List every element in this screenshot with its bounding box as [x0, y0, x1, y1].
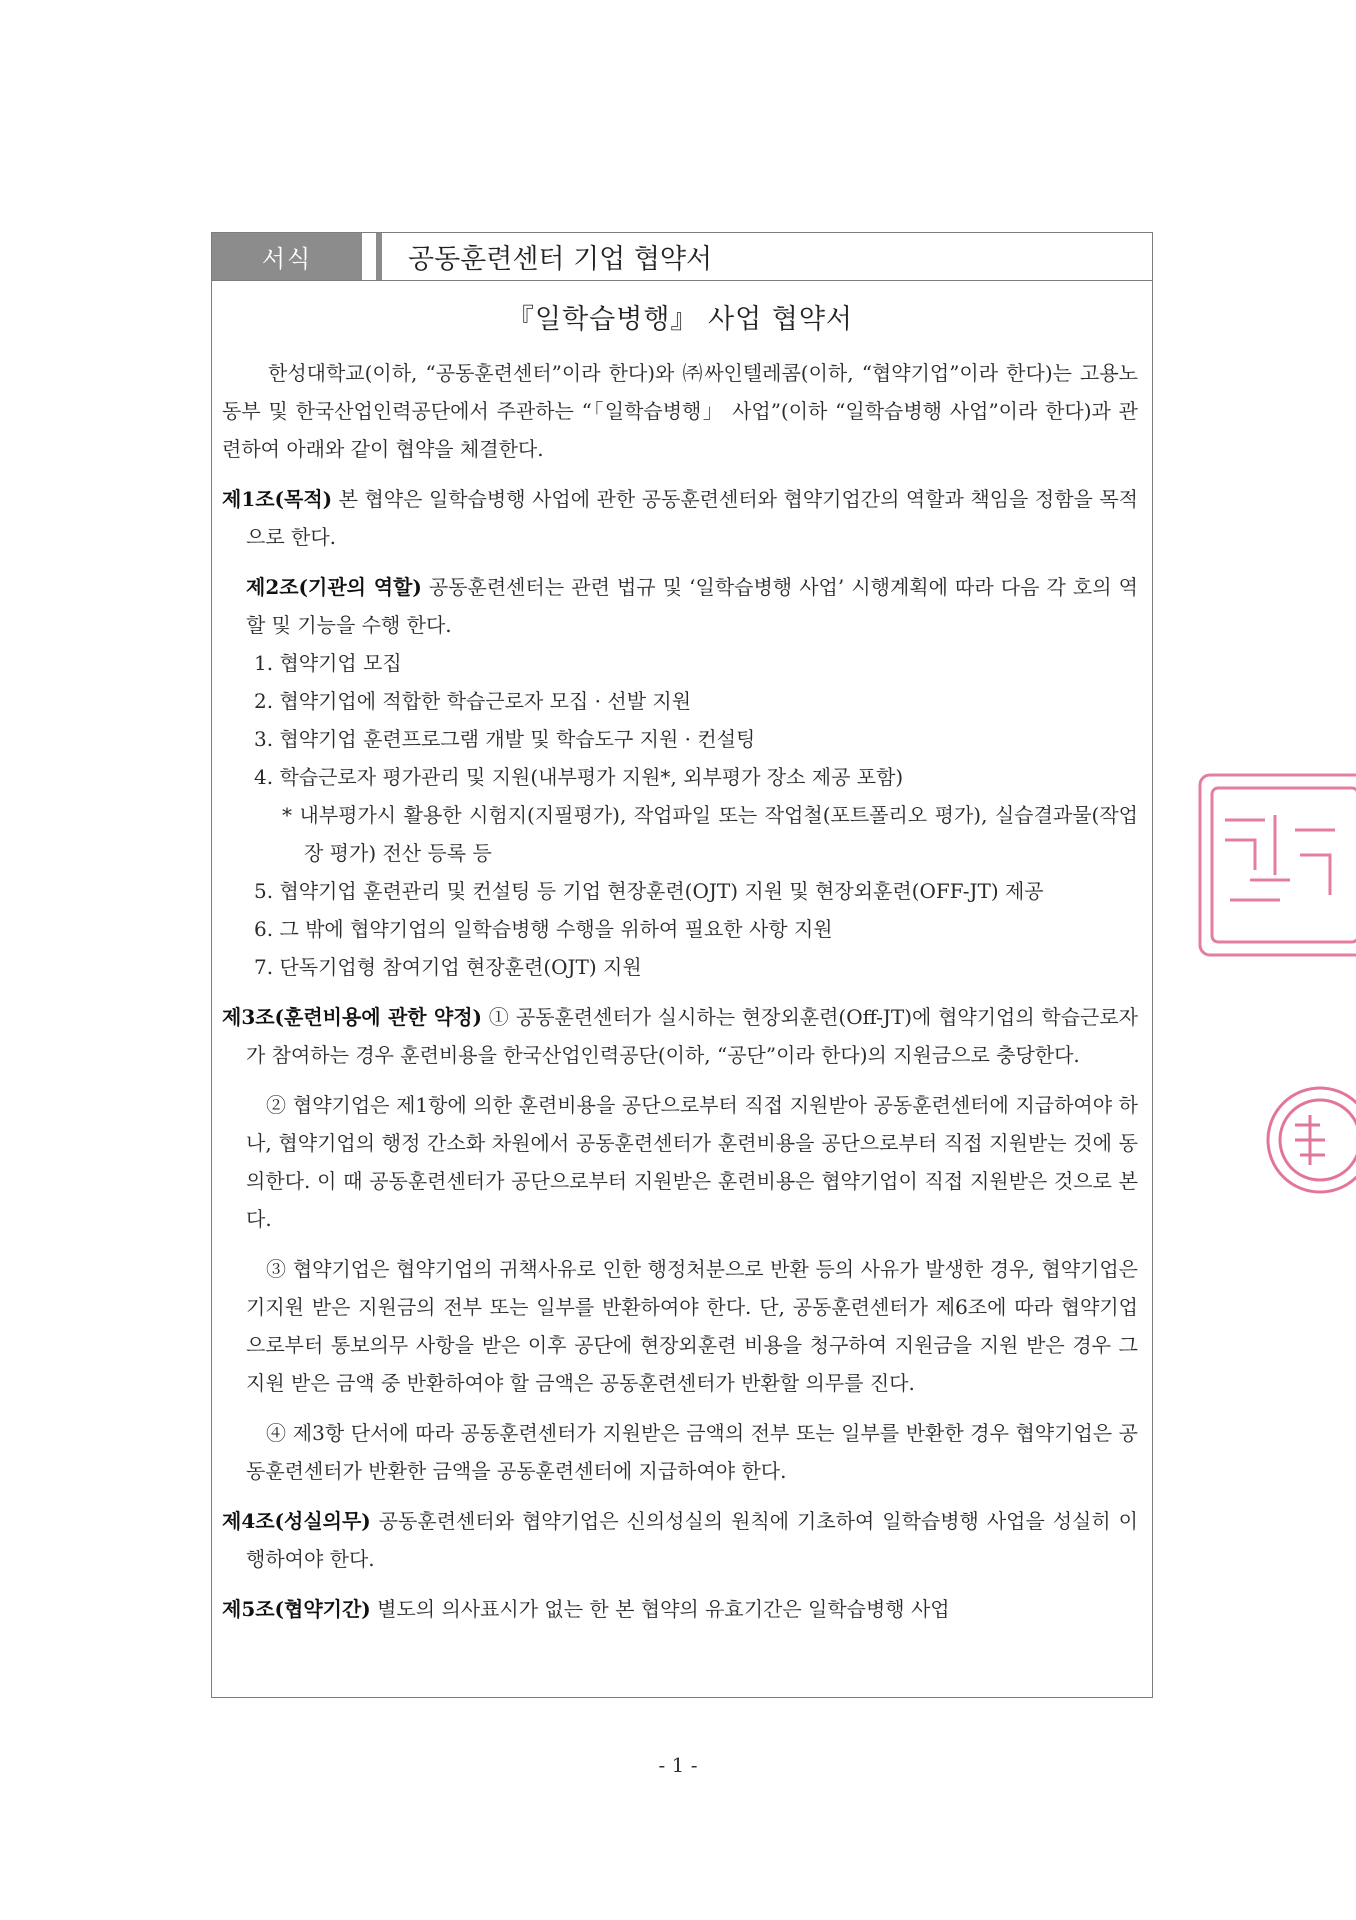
article-2-heading: 제2조(기관의 역할) [246, 575, 422, 599]
article-5-heading: 제5조(협약기간) [222, 1597, 371, 1621]
form-title: 공동훈련센터 기업 협약서 [408, 244, 713, 275]
document-body [212, 297, 1152, 1628]
article-1 [222, 480, 1138, 556]
article-5 [222, 1590, 1138, 1628]
intro-paragraph: 한성대학교(이하, “공동훈련센터”이라 한다)와 ㈜싸인텔레콤(이하, “협약기업”이라 한다)는 고용노동부 및 한국산업인력공단에서 주관하는 “「일학습병행」 사업”(이하 “일학습병행 사업”이라 한다)과 관련하여 아래와 같이 협약을 체결한다. [222, 361, 1138, 461]
list-item: 7. 단독기업형 참여기업 현장훈련(OJT) 지원 [254, 955, 642, 979]
article-4-text: 공동훈련센터와 협약기업은 신의성실의 원칙에 기초하여 일학습병행 사업을 성실히 이행하여야 한다. [246, 1509, 1138, 1571]
article-3-para-3: ③ 협약기업은 협약기업의 귀책사유로 인한 행정처분으로 반환 등의 사유가 발생한 경우, 협약기업은 기지원 받은 지원금의 전부 또는 일부를 반환하여야 한다. 단, 공동훈련센터가 제6조에 따라 협약기업으로부터 통보의무 사항을 받은 이후 공단에 현장외훈련 비용을 청구하여 지원금을 지원 받은 경우 그 지원 받은 금액 중 반환하여야 할 금액은 공동훈련센터가 반환할 의무를 진다. [246, 1257, 1138, 1395]
list-item: 6. 그 밖에 협약기업의 일학습병행 수행을 위하여 필요한 사항 지원 [254, 917, 833, 941]
article-3-para-4: ④ 제3항 단서에 따라 공동훈련센터가 지원받은 금액의 전부 또는 일부를 반환한 경우 협약기업은 공동훈련센터가 반환한 금액을 공동훈련센터에 지급하여야 한다. [246, 1421, 1138, 1483]
footnote: * 내부평가시 활용한 시험지(지필평가), 작업파일 또는 작업철(포트폴리오 평가), 실습결과물(작업장 평가) 전산 등록 등 [282, 803, 1138, 865]
article-4 [222, 1502, 1138, 1578]
article-3-text: ① 공동훈련센터가 실시하는 현장외훈련(Off-JT)에 협약기업의 학습근로자가 참여하는 경우 훈련비용을 한국산업인력공단(이하, “공단”이라 한다)의 지원금으로 충당한다. [246, 1005, 1138, 1067]
article-2-text: 공동훈련센터는 관련 법규 및 ‘일학습병행 사업’ 시행계획에 따라 다음 각 호의 역할 및 기능을 수행 한다. [246, 575, 1138, 637]
document-title: 『일학습병행』 사업 협약서 [507, 304, 853, 335]
article-3-para-2: ② 협약기업은 제1항에 의한 훈련비용을 공단으로부터 직접 지원받아 공동훈련센터에 지급하여야 하나, 협약기업의 행정 간소화 차원에서 공동훈련센터가 훈련비용을 공단으로부터 직접 지원받는 것에 동의한다. 이 때 공동훈련센터가 공단으로부터 지원받은 훈련비용은 협약기업이 직접 지원받은 것으로 본다. [246, 1093, 1138, 1231]
article-1-text: 본 협약은 일학습병행 사업에 관한 공동훈련센터와 협약기업간의 역할과 책임을 정함을 목적으로 한다. [246, 487, 1138, 549]
list-item: 2. 협약기업에 적합한 학습근로자 모집 · 선발 지원 [254, 689, 692, 713]
article-5-text: 별도의 의사표시가 없는 한 본 협약의 유효기간은 일학습병행 사업 [370, 1597, 950, 1621]
article-2-items [222, 644, 1138, 986]
list-item: 1. 협약기업 모집 [254, 651, 402, 675]
form-tag: 서식 [212, 233, 362, 280]
article-3-heading: 제3조(훈련비용에 관한 약정) [222, 1005, 483, 1029]
agreement-frame [211, 232, 1153, 1698]
form-header [212, 233, 1152, 281]
seal-stamp-upper [1180, 760, 1356, 970]
list-item: 5. 협약기업 훈련관리 및 컨설팅 등 기업 현장훈련(OJT) 지원 및 현장외훈련(OFF-JT) 제공 [254, 879, 1044, 903]
list-item: 3. 협약기업 훈련프로그램 개발 및 학습도구 지원 · 컨설팅 [254, 727, 756, 751]
list-item: 4. 학습근로자 평가관리 및 지원(내부평가 지원*, 외부평가 장소 제공 포함) [254, 765, 904, 789]
article-1-heading: 제1조(목적) [222, 487, 333, 511]
page-number: - 1 - [658, 1753, 698, 1777]
seal-stamp-lower [1240, 1080, 1356, 1200]
article-4-heading: 제4조(성실의무) [222, 1509, 371, 1533]
article-3 [222, 998, 1138, 1074]
article-2 [222, 568, 1138, 644]
